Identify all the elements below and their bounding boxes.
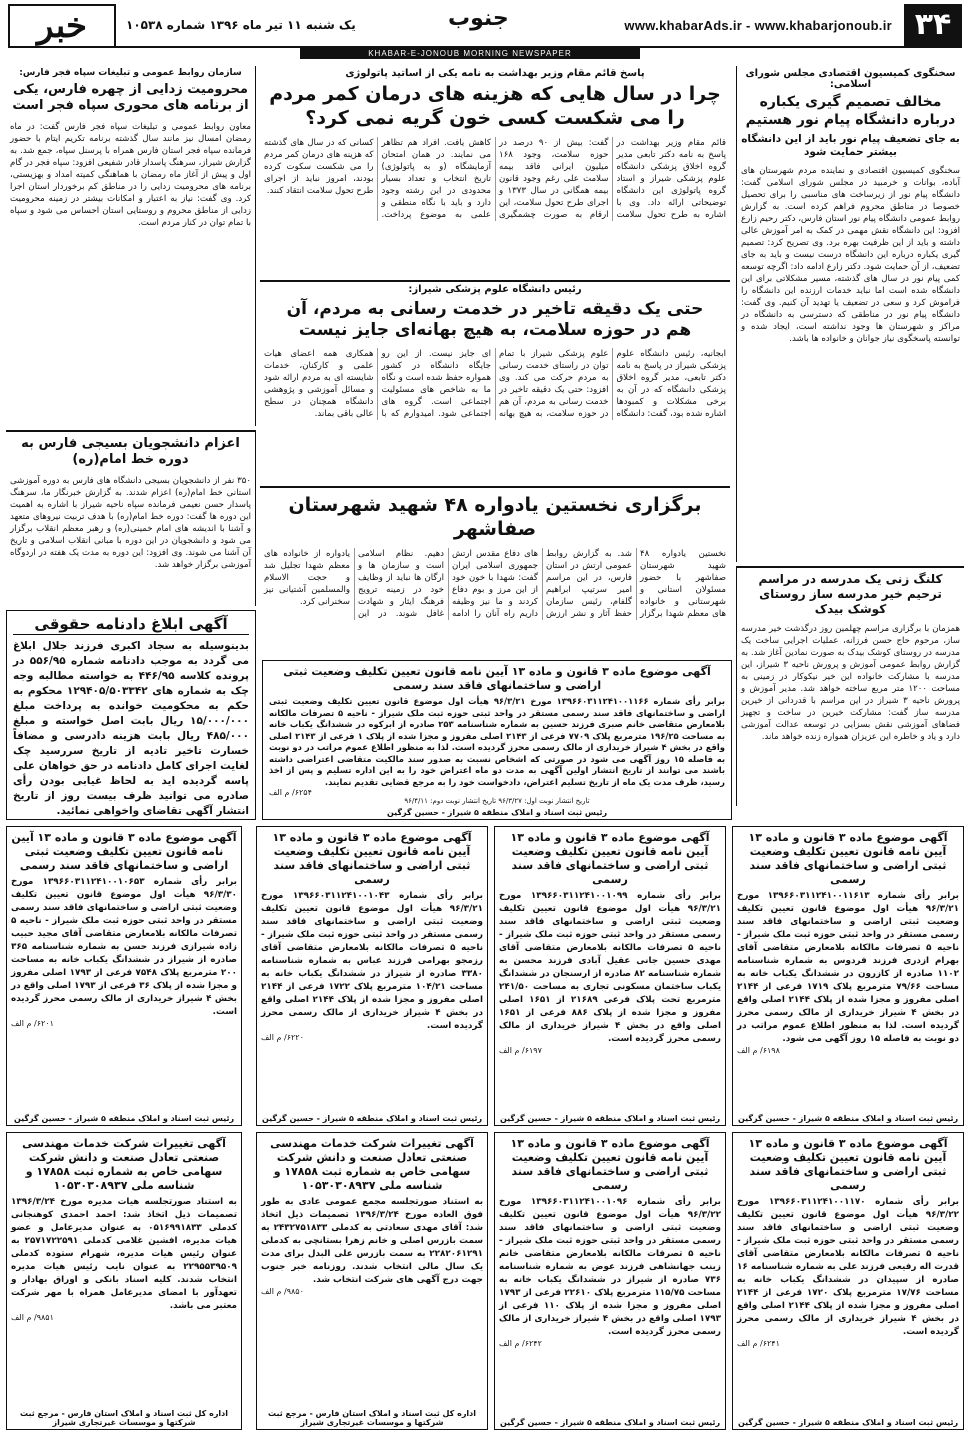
ad-body: برابر رأی شماره ۱۳۹۶۶۰۳۱۱۲۴۱۰۰۱۰۴۳ مورخ ۹۶/۳/۲۱ هیأت اول موضوع قانون تعیین تکلیف وضعیت ثبتی اراضی و ساختمانهای فاقد سند رسمی مستقر در واحد ثبتی حوزه ثبت ملک شیراز - ناحیه ۵ تصرفات مالکانه بلامعارض متقاضی آقای رزمجو بهرامی فرزند عباس به شماره شناسنامه ۳۳۸۰ صادره از شیراز در ششدانگ یکباب خانه به مساحت ۱۰۴/۲۱ مترمربع پلاک ۱۷۲۲ فرعی از ۲۱۴۴ اصلی مفروز و مجزا شده از پلاک ۲۱۴۴ اصلی واقع در بخش ۴ شیراز خریداری از مالک رسمی محرز گردیده است. xyxy=(261,891,483,1031)
ad-code: ۶۲۵۴/ م الف xyxy=(269,788,312,797)
registry-ad xyxy=(256,826,488,1126)
story-body: همزمان با برگزاری مراسم چهلمین روز درگذشت خیر مدرسه ساز، مرحوم حاج حسن فرزانه، عملیات اجرایی ساخت یک مدرسه در روستای کوشک بیدک به صورت نمادین آغاز شد. به گزارش روابط عمومی آموزش و پرورش ناحیه ۳ شیراز، این مدرسه با مشارکت خانواده این خیر نیکوکار در زمینی به مساحت ۱۲۰۰ متر مربع ساخته خواهد شد. مدیر آموزش و پرورش ناحیه ۳ شیراز در این مراسم با قدردانی از خیرین مدرسه ساز گفت: مشارکت خیرین در ساخت و تجهیز فضاهای آموزشی نقش بسزایی در توسعه عدالت آموزشی دارد و یاد و خاطره این عزیزان همواره زنده خواهد ماند. xyxy=(741,624,960,742)
company-change-ad xyxy=(256,1132,488,1430)
story-body: سخنگوی کمیسیون اقتصادی و نماینده مردم شهرستان های آباده، بوانات و خرمبید در مجلس شورای اسلامی گفت: دانشگاه پیام نور از زیرساخت های مناسبی را برای تحصیل خصوصا در مناطق محروم فراهم کرده است. به گزارش روابط عمومی دانشگاه پیام نور استان فارس، دکتر رحیم زارع افزود: این دانشگاه نقش مهمی در کمک به امر آموزش عالی داشته و باید از این ظرفیت بهره برد. وی تصریح کرد: تصمیم گیری یکباره درباره این دانشگاه درست نیست و باید به جای تضعیف، از آن حمایت شود. دکتر زارع ادامه داد: اگرچه توسعه کمی پیام نور در سال های گذشته، مسیر مشکلاتی برای این دانشگاه شده است اما نباید خدمات ارزنده این دانشگاه را فراموش کرد و سعی در تضعیف یا تهدید آن کنیم. وی گفت: دانشگاه پیام نور در مناطقی که دسترسی به دانشگاه در مراکز و شهرستان ها وجود نداشته است، ایجاد شده و توانسته پاسخگوی نیاز جوانان و خانواده ها باشد. xyxy=(741,166,960,345)
ad-code: ۶۲۴۱/ م الف xyxy=(737,1339,780,1348)
ad-footer: رئیس ثبت اسناد و املاک منطقه ۵ شیراز - حسین گرگین xyxy=(737,1418,959,1427)
story-headline: محرومیت زدایی از چهره فارس، یکی از برنامه های محوری سپاه فجر است xyxy=(12,82,249,114)
ad-code: ۹۸۵۰/ م الف xyxy=(261,1287,304,1296)
ad-code: ۶۲۲۰/ م الف xyxy=(261,1033,304,1042)
story-kicker: رئیس دانشگاه علوم پزشکی شیراز: xyxy=(408,284,582,295)
story-body: ۳۵۰ نفر از دانشجویان بسیجی دانشگاه های فارس به دوره آموزشی استانی خط امام(ره) اعزام شدند. به گزارش خبرنگار ما، سرهنگ پاسدار حسن نعیمی فرمانده سپاه ناحیه شیراز با اشاره به اهمیت این دوره ها گفت: دوره خط امام(ره) با هدف تربیت نیروهای متعهد و آشنا با اندیشه های امام خمینی(ره) و رهبر معظم انقلاب برگزار می شود و دانشجویان در این دوره با مبانی انقلاب اسلامی و تاریخ آن آشنا می شوند. وی افزود: این دوره به مدت یک هفته در اردوگاه آموزشی برگزار خواهد شد. xyxy=(10,475,251,570)
right-column-story-2 xyxy=(736,566,964,806)
story-headline: اعزام دانشجویان بسیجی فارس به دوره خط امام(ره) xyxy=(21,436,240,468)
story-kicker: پاسخ قائم مقام وزیر بهداشت به نامه یکی از اساتید پاتولوژی xyxy=(345,68,645,79)
story-headline: مخالف تصمیم گیری یکباره درباره دانشگاه پیام نور هستیم xyxy=(745,94,956,128)
registry-ad xyxy=(494,826,726,1126)
ad-title: آگهی موضوع ماده ۳ قانون و ماده ۱۳ آیین نامه قانون تعیین تکلیف وضعیت ثبتی اراضی و ساختمانهای فاقد سند رسمی xyxy=(748,831,948,886)
registry-ad xyxy=(494,1132,726,1430)
ad-code: ۶۱۹۷/ م الف xyxy=(499,1046,542,1055)
ad-body: برابر رأی شماره ۱۳۹۶۶۰۳۱۱۲۴۱۰۰۱۱۶۶ مورخ ۹۶/۳/۲۱ هیأت اول موضوع قانون تعیین تکلیف وضعیت ثبتی اراضی و ساختمانهای فاقد سند رسمی مستقر در واحد ثبتی حوزه ثبت ملک شیراز - ناحیه ۵ تصرفات مالکانه بلامعارض متقاضی خانم صبری فرزند حسین به شماره شناسنامه ۲۵۳ صادره از ابرکوه در ششدانگ یکباب خانه به مساحت ۱۹۶/۲۵ مترمربع پلاک ۷۷۰۹ فرعی از ۲۱۴۳ اصلی مفروز و مجزا شده از پلاک ۱ فرعی از ۲۱۴۳ اصلی واقع در بخش ۴ شیراز خریداری از مالک رسمی محرز گردیده است. لذا به منظور اطلاع عموم مراتب در دو نوبت به فاصله ۱۵ روز آگهی می شود در صورتی که اشخاص نسبت به صدور سند مالکیت متقاضی اعتراضی داشته باشند می توانند از تاریخ انتشار اولین آگهی به مدت دو ماه اعتراض خود را به این اداره تسلیم و پس از اخذ رسید، ظرف مدت یک ماه از تاریخ تسلیم اعتراض، دادخواست خود را به مرجع قضایی تقدیم نمایند. xyxy=(269,696,726,787)
left-column-story xyxy=(6,66,256,426)
section-title: جنوب xyxy=(448,6,509,31)
ad-footer: رئیس ثبت اسناد و املاک منطقه ۵ شیراز - حسین گرگین xyxy=(13,1114,235,1123)
story-headline: حتی یک دقیقه تاخیر در خدمت رسانی به مردم، آن هم در حوزه سلامت، به هیچ بهانه‌ای جایز نیست xyxy=(286,299,704,341)
ad-title: آگهی تغییرات شرکت خدمات مهندسی صنعتی تعادل صنعت و دانش شرکت سهامی خاص به شماره ثبت ۱۷۸۵۸ و شناسه ملی ۱۰۵۳۰۳۰۸۹۳۷ xyxy=(270,1137,474,1192)
middle-story xyxy=(260,280,730,480)
ad-code: ۹۸۵۱/ م الف xyxy=(11,1313,54,1322)
story-kicker: سخنگوی کمیسیون اقتصادی مجلس شورای اسلامی: xyxy=(745,68,956,90)
websites[interactable]: www.khabarAds.ir - www.khabarjonoub.ir xyxy=(624,18,892,33)
ad-title: آگهی موضوع ماده ۳ قانون و ماده ۱۳ آیین نامه قانون تعیین تکلیف وضعیت ثبتی اراضی و ساختمانهای فاقد سند رسمی xyxy=(510,831,710,886)
ad-footer: رئیس ثبت اسناد و املاک منطقه ۵ شیراز - حسین گرگین xyxy=(737,1114,959,1123)
masthead xyxy=(8,4,962,48)
ad-footer: رئیس ثبت اسناد و املاک منطقه ۵ شیراز - حسین گرگین xyxy=(261,1114,483,1123)
ad-footer: رئیس ثبت اسناد و املاک منطقه ۵ شیراز - حسین گرگین xyxy=(499,1114,721,1123)
ad-body: برابر رأی شماره ۱۳۹۶۶۰۳۱۱۲۴۱۰۰۱۰۹۹ مورخ ۹۶/۳/۲۱ هیأت اول موضوع قانون تعیین تکلیف وضعیت ثبتی اراضی و ساختمانهای فاقد سند رسمی مستقر در واحد ثبتی حوزه ثبت ملک شیراز - ناحیه ۵ تصرفات مالکانه بلامعارض متقاضی آقای مهدی حسین جانی عقیل آبادی فرزند محسن به شماره شناسنامه ۸۲ صادره از ارسنجان در ششدانگ یکباب ساختمان مسکونی تجاری به مساحت ۲۴۱/۵۰ مترمربع تحت پلاک فرعی ۲۱۶۸۹ از ۱۶۵۱ اصلی مفروز و مجزا شده از پلاک ۸۸۶ فرعی از ۱۶۵۱ اصلی واقع در بخش ۴ شیراز خریداری از مالک رسمی محرز گردیده است. xyxy=(499,891,722,1044)
top-story xyxy=(260,66,730,276)
ad-body: برابر رأی شماره ۱۳۹۶۶۰۳۱۱۲۴۱۰۰۱۰۹۶ مورخ ۹۶/۳/۲۲ هیأت اول موضوع قانون تعیین تکلیف وضعیت ثبتی اراضی و ساختمانهای فاقد سند رسمی مستقر در واحد ثبتی حوزه ثبت ملک شیراز - ناحیه ۵ تصرفات مالکانه بلامعارض متقاضی خانم زینب جهانشاهی فرزند عوض به شماره شناسنامه ۷۳۶ صادره از شیراز در ششدانگ یکباب خانه به مساحت ۱۱۵/۷۵ مترمربع پلاک ۲۲۶۱۰ فرعی از ۱۷۹۳ اصلی مفروز و مجزا شده از پلاک ۱۱۰ فرعی از ۱۷۹۳ اصلی واقع در بخش ۴ شیراز خریداری از مالک رسمی محرز گردیده است. xyxy=(499,1197,721,1337)
ad-body: برابر رأی شماره ۱۳۹۶۶۰۳۱۱۲۴۱۰۰۱۰۶۵۳ مورخ ۹۶/۳/۳۰ هیأت اول موضوع قانون تعیین تکلیف وضعیت ثبتی اراضی و ساختمانهای فاقد سند رسمی مستقر در واحد ثبتی حوزه ثبت ملک شیراز - ناحیه ۵ تصرفات مالکانه بلامعارض متقاضی آقای مجید حبیب زاده شیرازی فرزند حسن به شماره شناسنامه ۳۶۵ صادره از شیراز در ششدانگ یکباب خانه به مساحت ۲۰۰ مترمربع پلاک ۷۵۴۸ فرعی از ۱۷۹۳ اصلی مفروز و مجزا شده از پلاک ۳۶ فرعی از ۱۷۹۳ اصلی واقع در بخش ۴ شیراز خریداری از مالک رسمی محرز گردیده است. xyxy=(11,877,237,1017)
story-headline: برگزاری نخستین یادواره ۴۸ شهید شهرستان صفاشهر xyxy=(288,494,702,540)
ad-footer: اداره کل ثبت اسناد و املاک استان فارس - مرجع ثبت شرکتها و موسسات غیرتجاری شیراز xyxy=(19,1409,229,1427)
newspaper-logo: خبر xyxy=(8,4,116,48)
registry-ad xyxy=(732,1132,964,1430)
story-headline: کلنگ زنی یک مدرسه در مراسم ترحیم خیر مدرسه ساز روستای کوشک بیدک xyxy=(758,572,943,616)
page-number: ۳۴ xyxy=(904,4,962,46)
registry-ad xyxy=(6,826,242,1126)
ad-code: ۶۲۰۱/ م الف xyxy=(11,1019,54,1028)
ad-dates: تاریخ انتشار نوبت اول: ۹۶/۳/۲۷ تاریخ انتشار نوبت دوم: ۹۶/۴/۱۱ xyxy=(404,797,590,805)
story-body: نخستین یادواره ۴۸ شهید شهرستان صفاشهر با حضور مسئولان استانی و شهرستانی و خانواده های معظم شهدا برگزار شد. به گزارش روابط عمومی ارتش در استان فارس، در این مراسم امیر سرتیپ ابراهیم گلفام، رئیس سازمان حفظ آثار و نشر ارزش های دفاع مقدس ارتش جمهوری اسلامی ایران گفت: شهدا با خون خود از این مرز و بوم دفاع کردند و ما نیز وظیفه داریم راه آنان را ادامه دهیم. نظام اسلامی است و سازمان ها و ارگان ها نباید از وظایف خود در زمینه ترویج فرهنگ ایثار و شهادت غافل شوند. در این یادواره از خانواده های معظم شهدا تجلیل شد و حجت الاسلام والمسلمین آشتیانی نیز سخنرانی کرد. xyxy=(264,548,726,619)
ad-footer: رئیس ثبت اسناد و املاک منطقه ۵ شیراز - حسین گرگین xyxy=(386,808,608,817)
notice-code xyxy=(13,819,249,820)
masthead-subtitle: KHABAR-E-JONOUB MORNING NEWSPAPER xyxy=(300,48,640,59)
ad-title: آگهی موضوع ماده ۳ قانون و ماده ۱۳ آیین نامه قانون تعیین تکلیف وضعیت ثبتی اراضی و ساختمانهای فاقد سند رسمی xyxy=(11,831,237,872)
legal-notice-ad xyxy=(6,610,256,820)
story-body: قائم مقام وزیر بهداشت در پاسخ به نامه دکتر تابعی مدیر گروه اخلاق پزشکی دانشگاه علوم پزشکی شیراز و استاد گروه پاتولوژی این دانشگاه توضیحاتی ارائه داد. وی با اشاره به طرح تحول سلامت گفت: بیش از ۹۰ درصد در حوزه سلامت، وجود ۱۶۸ میلیون ایرانی فاقد بیمه سلامت علی رغم وجود قانون بیمه همگانی در سال ۱۳۷۳ و اجرای طرح تحول سلامت، این ارقام به صورت چشمگیری کاهش یافت. افراد هم تظاهر می نمایند. در همان امتحان آزمایشگاه (و به پاتولوژی) تاریخ انتخاب و تعداد بسیار محدودی در این رشته وجود دارد و باید با نگاه منطقی و علمی به موضوع پرداخت. کسانی که در سال های گذشته که هزینه های درمان کمر مردم را می شکست سکوت کرده بودند، امروز نباید از اجرای طرح تحول سلامت انتقاد کنند. xyxy=(264,137,726,220)
ad-title: آگهی موضوع ماده ۳ قانون و ماده ۱۳ آیین نامه قانون تعیین تکلیف وضعیت ثبتی اراضی و ساختمانهای فاقد سند رسمی xyxy=(748,1137,948,1192)
ad-body: برابر رأی شماره ۱۳۹۶۶۰۳۱۱۲۴۱۰۰۱۱۷۰ مورخ ۹۶/۳/۲۲ هیأت اول موضوع قانون تعیین تکلیف وضعیت ثبتی اراضی و ساختمانهای فاقد سند رسمی مستقر در واحد ثبتی حوزه ثبت ملک شیراز - ناحیه ۵ تصرفات مالکانه بلامعارض متقاضی آقای قدرت اله رفیعی فرزند علی به شماره شناسنامه ۱۶ صادره از سپیدان در ششدانگ یکباب خانه به مساحت ۱۷/۷۶ مترمربع پلاک ۱۷۲۰ فرعی از ۲۱۴۴ اصلی مفروز و مجزا شده از پلاک ۲۱۴۴ اصلی واقع در بخش ۴ شیراز خریداری از مالک رسمی محرز گردیده است. xyxy=(737,1197,959,1337)
ad-body: به استناد صورتجلسه مجمع عمومی عادی به طور فوق العاده مورخ ۱۳۹۶/۳/۲۴ تصمیمات ذیل اتخاذ شد: آقای مهدی سعادتی به کدملی ۲۴۳۲۷۵۱۸۳۳ به سمت بازرس اصلی و خانم زهرا بستانچی به کدملی ۲۲۸۲۰۶۱۲۹۱ به سمت بازرس علی البدل برای مدت یک سال مالی انتخاب شدند. روزنامه خبر جنوب جهت درج آگهی های شرکت انتخاب شد. xyxy=(261,1197,483,1285)
story-headline: چرا در سال هایی که هزینه های درمان کمر مردم را می شکست کسی خون گریه نمی کرد؟ xyxy=(269,83,721,129)
ad-title: آگهی موضوع ماده ۳ قانون و ماده ۱۳ آیین نامه قانون تعیین تکلیف وضعیت ثبتی اراضی و ساختمانهای فاقد سند رسمی xyxy=(272,831,472,886)
ad-title: آگهی تغییرات شرکت خدمات مهندسی صنعتی تعادل صنعت و دانش شرکت سهامی خاص به شماره ثبت ۱۷۸۵۸ و شناسه ملی ۱۰۵۳۰۳۰۸۹۳۷ xyxy=(22,1137,226,1192)
story-body: معاون روابط عمومی و تبلیغات سپاه فجر فارس گفت: در ماه رمضان امسال نیز مانند سال گذشته برنامه تکریم ایتام با حضور فرمانده سپاه فجر استان فارس همراه با پرسنل سپاه، جمع شد. به گزارش شیراز، سرهنگ پاسدار قادر شفیعی افزود: سپاه فجر در گام اول و پیش از آغاز ماه رمضان با هماهنگی کمیته امداد و بهزیستی، برنامه های محرومیت زدایی را در مناطق کم برخوردار استان اجرا کرد. وی گفت: نیاز به اعتبار و امکانات بیشتر در زمینه محرومیت زدایی از مناطق محروم و روستایی استان احساس می شود و سپاه با تمام توان در کنار مردم است. xyxy=(10,121,251,228)
company-change-ad xyxy=(6,1132,242,1430)
story-deck: به جای تضعیف پیام نور باید از این دانشگاه بیشتر حمایت شود xyxy=(741,133,960,159)
registry-ad xyxy=(732,826,964,1126)
story-kicker: سازمان روابط عمومی و تبلیغات سپاه فجر فارس: xyxy=(19,68,242,78)
ad-body: برابر رأی شماره ۱۳۹۶۶۰۳۱۱۲۴۱۰۰۱۱۶۱۳ مورخ ۹۶/۳/۲۱ هیأت اول موضوع قانون تعیین تکلیف وضعیت ثبتی اراضی و ساختمانهای فاقد سند رسمی مستقر در واحد ثبتی حوزه ثبت ملک شیراز - ناحیه ۵ تصرفات مالکانه بلامعارض متقاضی آقای بهرام ازدری فرزند فردوس به شماره شناسنامه ۱۱۰۲ صادره از کازرون در ششدانگ یکباب خانه به مساحت ۷۹/۶۶ مترمربع پلاک ۱۷۱۹ فرعی از ۲۱۴۴ اصلی مفروز و مجزا شده از پلاک ۲۱۴۴ اصلی واقع در بخش ۴ شیراز خریداری از مالک رسمی محرز گردیده است. لذا به منظور اطلاع عموم مراتب در دو نوبت به فاصله ۱۵ روز آگهی می شود. xyxy=(737,891,959,1044)
ad-title: آگهی موضوع ماده ۳ قانون و ماده ۱۳ آیین نامه قانون تعیین تکلیف وضعیت ثبتی اراضی و ساختمانهای فاقد سند رسمی xyxy=(283,665,711,692)
ad-body: به استناد صورتجلسه هیات مدیره مورخ ۱۳۹۶/۳/۲۴ تصمیمات ذیل اتخاذ شد: احمد احمدی کوهنجانی کدملی ۰۵۱۶۹۹۱۸۳۳ به عنوان مدیرعامل و عضو هیات مدیره، افشین غلامی کدملی ۲۵۷۱۷۲۲۵۹۱ به عنوان رئیس هیات مدیره، شهرام ستوده کدملی ۲۲۹۵۵۳۹۵۰۹ به عنوان نایب رئیس هیات مدیره انتخاب شدند. کلیه اسناد بانکی و اوراق بهادار و تعهدآور با امضای مدیرعامل همراه با مهر شرکت معتبر می باشد. xyxy=(11,1197,238,1311)
martyrs-story xyxy=(260,486,730,656)
right-column-story xyxy=(736,66,964,562)
left-column-story-2 xyxy=(6,430,256,606)
ad-footer: رئیس ثبت اسناد و املاک منطقه ۵ شیراز - حسین گرگین xyxy=(499,1418,721,1427)
ad-code: ۶۲۴۲/ م الف xyxy=(499,1339,542,1348)
wide-registry-ad xyxy=(262,660,732,820)
ad-code: ۶۱۹۸/ م الف xyxy=(737,1046,780,1055)
notice-body: بدینوسیله به سجاد اکبری فرزند جلال ابلاغ می گردد به موجب دادنامه شماره ۵۵۶/۹۵ در پرونده کلاسه ۴۴۶/۹۵ به خواسته مطالبه وجه چک به شماره های ۱۲۹۴۰۵/۵۰۳۳۴۲ محکوم به حکم به محکومیت خوانده به پرداخت مبلغ ۱۵/۰۰۰/۰۰۰ ریال بابت اصل خواسته و مبلغ ۴۸۵/۰۰۰ ریال بابت هزینه دادرسی و مضافاً خسارت تاخیر تادیه از تاریخ سررسید چک لغایت اجرای کامل دادنامه در حق خواهان علی پاسه گردیده اید به لحاظ غیابی بودن رأی صادره می توانید ظرف بیست روز از تاریخ انتشار آگهی تقاضای واخواهی نمائید. xyxy=(13,639,249,817)
story-body: ابجانیه، رئیس دانشگاه علوم پزشکی شیراز در پاسخ به نامه دکتر تابعی، مدیر گروه اخلاق پزشکی دانشگاه که در آن به برخی مشکلات و کمبودها اشاره شده بود، گفت: دانشگاه علوم پزشکی شیراز با تمام توان در راستای خدمت رسانی به مردم حرکت می کند. وی افزود: حتی یک دقیقه تاخیر در خدمت رسانی به مردم، آن هم در حوزه سلامت، به هیچ بهانه ای جایز نیست. از این رو جایگاه دانشگاه در کشور همواره حفظ شده است و نگاه ما به شاخص های مسئولیت اجتماعی است. گروه های اجتماعی شود. امیدوارم که با همکاری همه اعضای هیات علمی و کارکنان، خدمات شایسته ای به مردم ارائه شود و مسائل آموزشی و پژوهشی دانشگاه همچنان در سطح عالی باقی بماند. xyxy=(264,348,726,419)
ad-footer: اداره کل ثبت اسناد و املاک استان فارس - مرجع ثبت شرکتها و موسسات غیرتجاری شیراز xyxy=(267,1409,477,1427)
notice-title: آگهی ابلاغ دادنامه حقوقی xyxy=(13,615,249,635)
issue-date: یک شنبه ۱۱ تیر ماه ۱۳۹۶ شماره ۱۰۵۳۸ xyxy=(126,18,356,32)
ad-title: آگهی موضوع ماده ۳ قانون و ماده ۱۳ آیین نامه قانون تعیین تکلیف وضعیت ثبتی اراضی و ساختمانهای فاقد سند رسمی xyxy=(510,1137,710,1192)
